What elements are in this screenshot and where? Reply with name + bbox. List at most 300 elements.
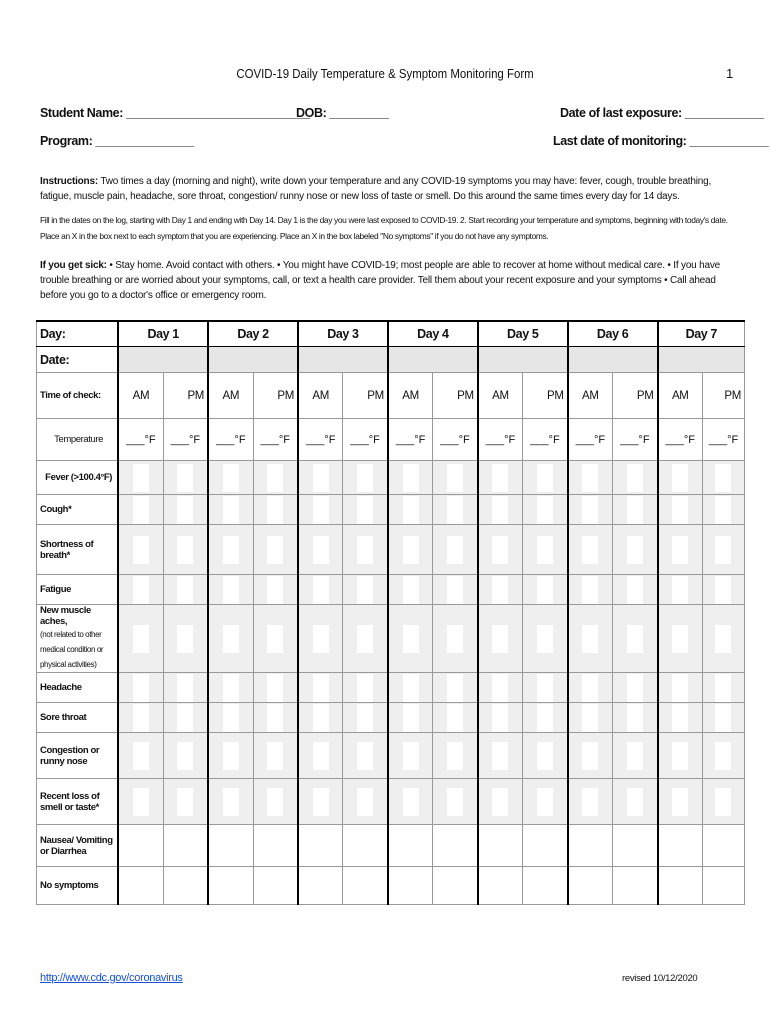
symptom-checkbox-cell[interactable] [702, 461, 744, 495]
checkbox-box[interactable] [582, 496, 598, 524]
temp-pm-input[interactable]: ___°F [433, 419, 478, 461]
checkbox-box[interactable] [582, 536, 598, 564]
checkbox-box[interactable] [403, 464, 419, 492]
checkbox-box[interactable] [447, 704, 463, 732]
symptom-checkbox-cell[interactable] [208, 733, 253, 779]
last-exposure-field[interactable]: Date of last exposure: ____________ [560, 106, 764, 120]
symptom-checkbox-cell[interactable] [433, 673, 478, 703]
cdc-link[interactable]: http://www.cdc.gov/coronavirus [40, 972, 183, 984]
symptom-checkbox-cell[interactable] [433, 825, 478, 867]
checkbox-box[interactable] [582, 674, 598, 702]
symptom-checkbox-cell[interactable] [702, 605, 744, 673]
symptom-checkbox-cell[interactable] [163, 673, 208, 703]
symptom-checkbox-cell[interactable] [118, 779, 163, 825]
symptom-checkbox-cell[interactable] [702, 733, 744, 779]
date-input-cell[interactable] [298, 347, 388, 373]
checkbox-box[interactable] [357, 576, 373, 604]
checkbox-box[interactable] [357, 464, 373, 492]
symptom-checkbox-cell[interactable] [253, 703, 298, 733]
checkbox-box[interactable] [492, 576, 508, 604]
checkbox-box[interactable] [223, 496, 239, 524]
checkbox-box[interactable] [357, 674, 373, 702]
symptom-checkbox-cell[interactable] [478, 703, 523, 733]
symptom-checkbox-cell[interactable] [613, 867, 658, 905]
symptom-checkbox-cell[interactable] [388, 867, 433, 905]
checkbox-box[interactable] [357, 496, 373, 524]
symptom-checkbox-cell[interactable] [163, 605, 208, 673]
checkbox-box[interactable] [492, 496, 508, 524]
date-input-cell[interactable] [658, 347, 745, 373]
checkbox-box[interactable] [672, 742, 688, 770]
temp-am-input[interactable]: ___°F [568, 419, 613, 461]
symptom-checkbox-cell[interactable] [523, 733, 568, 779]
symptom-checkbox-cell[interactable] [478, 779, 523, 825]
symptom-checkbox-cell[interactable] [163, 779, 208, 825]
symptom-checkbox-cell[interactable] [433, 703, 478, 733]
checkbox-box[interactable] [537, 536, 553, 564]
checkbox-box[interactable] [313, 496, 329, 524]
symptom-checkbox-cell[interactable] [253, 779, 298, 825]
checkbox-box[interactable] [357, 704, 373, 732]
checkbox-box[interactable] [403, 704, 419, 732]
symptom-checkbox-cell[interactable] [208, 825, 253, 867]
symptom-checkbox-cell[interactable] [208, 575, 253, 605]
checkbox-box[interactable] [715, 576, 731, 604]
symptom-checkbox-cell[interactable] [478, 495, 523, 525]
checkbox-box[interactable] [133, 788, 149, 816]
checkbox-box[interactable] [267, 576, 283, 604]
symptom-checkbox-cell[interactable] [478, 825, 523, 867]
symptom-checkbox-cell[interactable] [658, 825, 703, 867]
checkbox-box[interactable] [357, 625, 373, 653]
symptom-checkbox-cell[interactable] [523, 495, 568, 525]
checkbox-box[interactable] [133, 536, 149, 564]
symptom-checkbox-cell[interactable] [253, 495, 298, 525]
symptom-checkbox-cell[interactable] [118, 703, 163, 733]
temp-am-input[interactable]: ___°F [658, 419, 703, 461]
date-input-cell[interactable] [478, 347, 568, 373]
checkbox-box[interactable] [715, 496, 731, 524]
symptom-checkbox-cell[interactable] [702, 575, 744, 605]
symptom-checkbox-cell[interactable] [523, 525, 568, 575]
symptom-checkbox-cell[interactable] [658, 867, 703, 905]
checkbox-box[interactable] [672, 536, 688, 564]
symptom-checkbox-cell[interactable] [163, 495, 208, 525]
checkbox-box[interactable] [313, 742, 329, 770]
symptom-checkbox-cell[interactable] [658, 733, 703, 779]
checkbox-box[interactable] [672, 496, 688, 524]
symptom-checkbox-cell[interactable] [613, 703, 658, 733]
checkbox-box[interactable] [403, 576, 419, 604]
checkbox-box[interactable] [267, 788, 283, 816]
checkbox-box[interactable] [403, 536, 419, 564]
symptom-checkbox-cell[interactable] [343, 703, 388, 733]
symptom-checkbox-cell[interactable] [523, 575, 568, 605]
checkbox-box[interactable] [627, 625, 643, 653]
symptom-checkbox-cell[interactable] [298, 779, 343, 825]
symptom-checkbox-cell[interactable] [163, 703, 208, 733]
temp-pm-input[interactable]: ___°F [702, 419, 744, 461]
symptom-checkbox-cell[interactable] [343, 673, 388, 703]
symptom-checkbox-cell[interactable] [568, 525, 613, 575]
symptom-checkbox-cell[interactable] [253, 867, 298, 905]
symptom-checkbox-cell[interactable] [208, 495, 253, 525]
symptom-checkbox-cell[interactable] [523, 703, 568, 733]
checkbox-box[interactable] [357, 788, 373, 816]
symptom-checkbox-cell[interactable] [118, 733, 163, 779]
date-input-cell[interactable] [388, 347, 478, 373]
symptom-checkbox-cell[interactable] [298, 605, 343, 673]
symptom-checkbox-cell[interactable] [253, 575, 298, 605]
symptom-checkbox-cell[interactable] [613, 605, 658, 673]
date-input-cell[interactable] [208, 347, 298, 373]
symptom-checkbox-cell[interactable] [658, 779, 703, 825]
checkbox-box[interactable] [627, 674, 643, 702]
checkbox-box[interactable] [447, 742, 463, 770]
checkbox-box[interactable] [403, 788, 419, 816]
checkbox-box[interactable] [177, 576, 193, 604]
symptom-checkbox-cell[interactable] [118, 461, 163, 495]
checkbox-box[interactable] [715, 625, 731, 653]
symptom-checkbox-cell[interactable] [298, 703, 343, 733]
checkbox-box[interactable] [223, 536, 239, 564]
checkbox-box[interactable] [133, 625, 149, 653]
checkbox-box[interactable] [133, 674, 149, 702]
symptom-checkbox-cell[interactable] [523, 673, 568, 703]
symptom-checkbox-cell[interactable] [343, 525, 388, 575]
symptom-checkbox-cell[interactable] [118, 525, 163, 575]
symptom-checkbox-cell[interactable] [523, 825, 568, 867]
checkbox-box[interactable] [133, 576, 149, 604]
symptom-checkbox-cell[interactable] [613, 673, 658, 703]
checkbox-box[interactable] [672, 704, 688, 732]
temp-am-input[interactable]: ___°F [208, 419, 253, 461]
symptom-checkbox-cell[interactable] [478, 673, 523, 703]
temp-am-input[interactable]: ___°F [298, 419, 343, 461]
checkbox-box[interactable] [492, 536, 508, 564]
symptom-checkbox-cell[interactable] [388, 733, 433, 779]
last-monitoring-field[interactable]: Last date of monitoring: ____________ [553, 134, 769, 148]
checkbox-box[interactable] [627, 496, 643, 524]
symptom-checkbox-cell[interactable] [298, 461, 343, 495]
checkbox-box[interactable] [537, 704, 553, 732]
symptom-checkbox-cell[interactable] [478, 525, 523, 575]
checkbox-box[interactable] [582, 704, 598, 732]
checkbox-box[interactable] [672, 625, 688, 653]
symptom-checkbox-cell[interactable] [658, 605, 703, 673]
temp-am-input[interactable]: ___°F [118, 419, 163, 461]
symptom-checkbox-cell[interactable] [163, 461, 208, 495]
checkbox-box[interactable] [177, 464, 193, 492]
symptom-checkbox-cell[interactable] [163, 733, 208, 779]
checkbox-box[interactable] [223, 674, 239, 702]
temp-pm-input[interactable]: ___°F [613, 419, 658, 461]
checkbox-box[interactable] [357, 536, 373, 564]
checkbox-box[interactable] [537, 496, 553, 524]
dob-field[interactable]: DOB: _________ [296, 106, 389, 120]
symptom-checkbox-cell[interactable] [658, 575, 703, 605]
temp-pm-input[interactable]: ___°F [253, 419, 298, 461]
symptom-checkbox-cell[interactable] [163, 575, 208, 605]
symptom-checkbox-cell[interactable] [568, 779, 613, 825]
checkbox-box[interactable] [447, 464, 463, 492]
checkbox-box[interactable] [403, 625, 419, 653]
symptom-checkbox-cell[interactable] [523, 867, 568, 905]
symptom-checkbox-cell[interactable] [388, 703, 433, 733]
checkbox-box[interactable] [403, 674, 419, 702]
checkbox-box[interactable] [223, 576, 239, 604]
symptom-checkbox-cell[interactable] [208, 605, 253, 673]
symptom-checkbox-cell[interactable] [478, 605, 523, 673]
checkbox-box[interactable] [223, 788, 239, 816]
symptom-checkbox-cell[interactable] [343, 605, 388, 673]
symptom-checkbox-cell[interactable] [253, 461, 298, 495]
student-name-field[interactable]: Student Name: ____________________________ [40, 106, 310, 120]
checkbox-box[interactable] [133, 704, 149, 732]
symptom-checkbox-cell[interactable] [433, 867, 478, 905]
symptom-checkbox-cell[interactable] [388, 525, 433, 575]
checkbox-box[interactable] [582, 788, 598, 816]
symptom-checkbox-cell[interactable] [568, 495, 613, 525]
symptom-checkbox-cell[interactable] [208, 867, 253, 905]
date-input-cell[interactable] [568, 347, 658, 373]
checkbox-box[interactable] [492, 674, 508, 702]
checkbox-box[interactable] [313, 536, 329, 564]
symptom-checkbox-cell[interactable] [433, 525, 478, 575]
symptom-checkbox-cell[interactable] [568, 867, 613, 905]
checkbox-box[interactable] [537, 576, 553, 604]
symptom-checkbox-cell[interactable] [298, 525, 343, 575]
temp-pm-input[interactable]: ___°F [523, 419, 568, 461]
symptom-checkbox-cell[interactable] [613, 779, 658, 825]
checkbox-box[interactable] [715, 742, 731, 770]
symptom-checkbox-cell[interactable] [702, 867, 744, 905]
symptom-checkbox-cell[interactable] [388, 779, 433, 825]
checkbox-box[interactable] [582, 576, 598, 604]
symptom-checkbox-cell[interactable] [163, 867, 208, 905]
symptom-checkbox-cell[interactable] [118, 605, 163, 673]
symptom-checkbox-cell[interactable] [118, 495, 163, 525]
symptom-checkbox-cell[interactable] [208, 779, 253, 825]
symptom-checkbox-cell[interactable] [298, 575, 343, 605]
checkbox-box[interactable] [447, 788, 463, 816]
checkbox-box[interactable] [672, 464, 688, 492]
symptom-checkbox-cell[interactable] [613, 461, 658, 495]
checkbox-box[interactable] [715, 788, 731, 816]
checkbox-box[interactable] [537, 788, 553, 816]
symptom-checkbox-cell[interactable] [208, 525, 253, 575]
checkbox-box[interactable] [267, 464, 283, 492]
symptom-checkbox-cell[interactable] [388, 575, 433, 605]
symptom-checkbox-cell[interactable] [568, 825, 613, 867]
checkbox-box[interactable] [267, 625, 283, 653]
checkbox-box[interactable] [313, 464, 329, 492]
symptom-checkbox-cell[interactable] [702, 495, 744, 525]
symptom-checkbox-cell[interactable] [388, 605, 433, 673]
checkbox-box[interactable] [177, 788, 193, 816]
symptom-checkbox-cell[interactable] [433, 779, 478, 825]
symptom-checkbox-cell[interactable] [343, 461, 388, 495]
checkbox-box[interactable] [627, 704, 643, 732]
checkbox-box[interactable] [313, 704, 329, 732]
symptom-checkbox-cell[interactable] [613, 525, 658, 575]
temp-pm-input[interactable]: ___°F [163, 419, 208, 461]
symptom-checkbox-cell[interactable] [208, 461, 253, 495]
symptom-checkbox-cell[interactable] [118, 825, 163, 867]
symptom-checkbox-cell[interactable] [568, 575, 613, 605]
checkbox-box[interactable] [177, 496, 193, 524]
symptom-checkbox-cell[interactable] [343, 733, 388, 779]
symptom-checkbox-cell[interactable] [253, 673, 298, 703]
symptom-checkbox-cell[interactable] [568, 703, 613, 733]
symptom-checkbox-cell[interactable] [343, 867, 388, 905]
checkbox-box[interactable] [447, 536, 463, 564]
symptom-checkbox-cell[interactable] [253, 733, 298, 779]
symptom-checkbox-cell[interactable] [298, 867, 343, 905]
symptom-checkbox-cell[interactable] [343, 495, 388, 525]
symptom-checkbox-cell[interactable] [433, 575, 478, 605]
symptom-checkbox-cell[interactable] [388, 825, 433, 867]
checkbox-box[interactable] [582, 625, 598, 653]
symptom-checkbox-cell[interactable] [208, 673, 253, 703]
symptom-checkbox-cell[interactable] [702, 673, 744, 703]
symptom-checkbox-cell[interactable] [613, 733, 658, 779]
checkbox-box[interactable] [177, 674, 193, 702]
symptom-checkbox-cell[interactable] [478, 733, 523, 779]
checkbox-box[interactable] [627, 464, 643, 492]
checkbox-box[interactable] [267, 496, 283, 524]
checkbox-box[interactable] [133, 464, 149, 492]
program-field[interactable]: Program: _______________ [40, 134, 194, 148]
checkbox-box[interactable] [177, 704, 193, 732]
symptom-checkbox-cell[interactable] [702, 779, 744, 825]
symptom-checkbox-cell[interactable] [253, 605, 298, 673]
symptom-checkbox-cell[interactable] [163, 825, 208, 867]
symptom-checkbox-cell[interactable] [658, 673, 703, 703]
checkbox-box[interactable] [267, 674, 283, 702]
checkbox-box[interactable] [672, 576, 688, 604]
symptom-checkbox-cell[interactable] [388, 495, 433, 525]
symptom-checkbox-cell[interactable] [433, 461, 478, 495]
symptom-checkbox-cell[interactable] [343, 779, 388, 825]
checkbox-box[interactable] [267, 742, 283, 770]
symptom-checkbox-cell[interactable] [118, 575, 163, 605]
symptom-checkbox-cell[interactable] [298, 825, 343, 867]
checkbox-box[interactable] [537, 742, 553, 770]
checkbox-box[interactable] [447, 496, 463, 524]
symptom-checkbox-cell[interactable] [388, 461, 433, 495]
symptom-checkbox-cell[interactable] [298, 673, 343, 703]
checkbox-box[interactable] [223, 625, 239, 653]
checkbox-box[interactable] [313, 674, 329, 702]
checkbox-box[interactable] [313, 788, 329, 816]
checkbox-box[interactable] [223, 704, 239, 732]
checkbox-box[interactable] [133, 496, 149, 524]
checkbox-box[interactable] [672, 788, 688, 816]
symptom-checkbox-cell[interactable] [658, 703, 703, 733]
symptom-checkbox-cell[interactable] [702, 825, 744, 867]
symptom-checkbox-cell[interactable] [702, 525, 744, 575]
symptom-checkbox-cell[interactable] [613, 825, 658, 867]
symptom-checkbox-cell[interactable] [658, 461, 703, 495]
temp-pm-input[interactable]: ___°F [343, 419, 388, 461]
checkbox-box[interactable] [715, 536, 731, 564]
symptom-checkbox-cell[interactable] [433, 733, 478, 779]
symptom-checkbox-cell[interactable] [658, 525, 703, 575]
checkbox-box[interactable] [492, 704, 508, 732]
checkbox-box[interactable] [715, 704, 731, 732]
symptom-checkbox-cell[interactable] [568, 733, 613, 779]
symptom-checkbox-cell[interactable] [253, 825, 298, 867]
checkbox-box[interactable] [403, 742, 419, 770]
symptom-checkbox-cell[interactable] [298, 733, 343, 779]
checkbox-box[interactable] [537, 625, 553, 653]
symptom-checkbox-cell[interactable] [478, 575, 523, 605]
temp-am-input[interactable]: ___°F [478, 419, 523, 461]
checkbox-box[interactable] [267, 704, 283, 732]
symptom-checkbox-cell[interactable] [523, 779, 568, 825]
checkbox-box[interactable] [223, 742, 239, 770]
checkbox-box[interactable] [313, 576, 329, 604]
temp-am-input[interactable]: ___°F [388, 419, 433, 461]
checkbox-box[interactable] [672, 674, 688, 702]
symptom-checkbox-cell[interactable] [658, 495, 703, 525]
symptom-checkbox-cell[interactable] [298, 495, 343, 525]
symptom-checkbox-cell[interactable] [523, 461, 568, 495]
symptom-checkbox-cell[interactable] [118, 867, 163, 905]
date-input-cell[interactable] [118, 347, 208, 373]
checkbox-box[interactable] [403, 496, 419, 524]
symptom-checkbox-cell[interactable] [613, 575, 658, 605]
checkbox-box[interactable] [715, 674, 731, 702]
checkbox-box[interactable] [492, 742, 508, 770]
symptom-checkbox-cell[interactable] [388, 673, 433, 703]
checkbox-box[interactable] [223, 464, 239, 492]
checkbox-box[interactable] [715, 464, 731, 492]
checkbox-box[interactable] [627, 788, 643, 816]
checkbox-box[interactable] [627, 576, 643, 604]
checkbox-box[interactable] [537, 464, 553, 492]
symptom-checkbox-cell[interactable] [478, 867, 523, 905]
symptom-checkbox-cell[interactable] [433, 605, 478, 673]
checkbox-box[interactable] [492, 464, 508, 492]
symptom-checkbox-cell[interactable] [343, 575, 388, 605]
symptom-checkbox-cell[interactable] [208, 703, 253, 733]
checkbox-box[interactable] [313, 625, 329, 653]
checkbox-box[interactable] [582, 742, 598, 770]
checkbox-box[interactable] [492, 625, 508, 653]
checkbox-box[interactable] [627, 742, 643, 770]
symptom-checkbox-cell[interactable] [253, 525, 298, 575]
checkbox-box[interactable] [357, 742, 373, 770]
checkbox-box[interactable] [447, 576, 463, 604]
checkbox-box[interactable] [537, 674, 553, 702]
checkbox-box[interactable] [267, 536, 283, 564]
symptom-checkbox-cell[interactable] [568, 605, 613, 673]
symptom-checkbox-cell[interactable] [163, 525, 208, 575]
checkbox-box[interactable] [177, 536, 193, 564]
symptom-checkbox-cell[interactable] [568, 673, 613, 703]
checkbox-box[interactable] [627, 536, 643, 564]
checkbox-box[interactable] [177, 625, 193, 653]
symptom-checkbox-cell[interactable] [613, 495, 658, 525]
symptom-checkbox-cell[interactable] [568, 461, 613, 495]
checkbox-box[interactable] [447, 674, 463, 702]
checkbox-box[interactable] [492, 788, 508, 816]
checkbox-box[interactable] [177, 742, 193, 770]
symptom-checkbox-cell[interactable] [343, 825, 388, 867]
symptom-checkbox-cell[interactable] [702, 703, 744, 733]
